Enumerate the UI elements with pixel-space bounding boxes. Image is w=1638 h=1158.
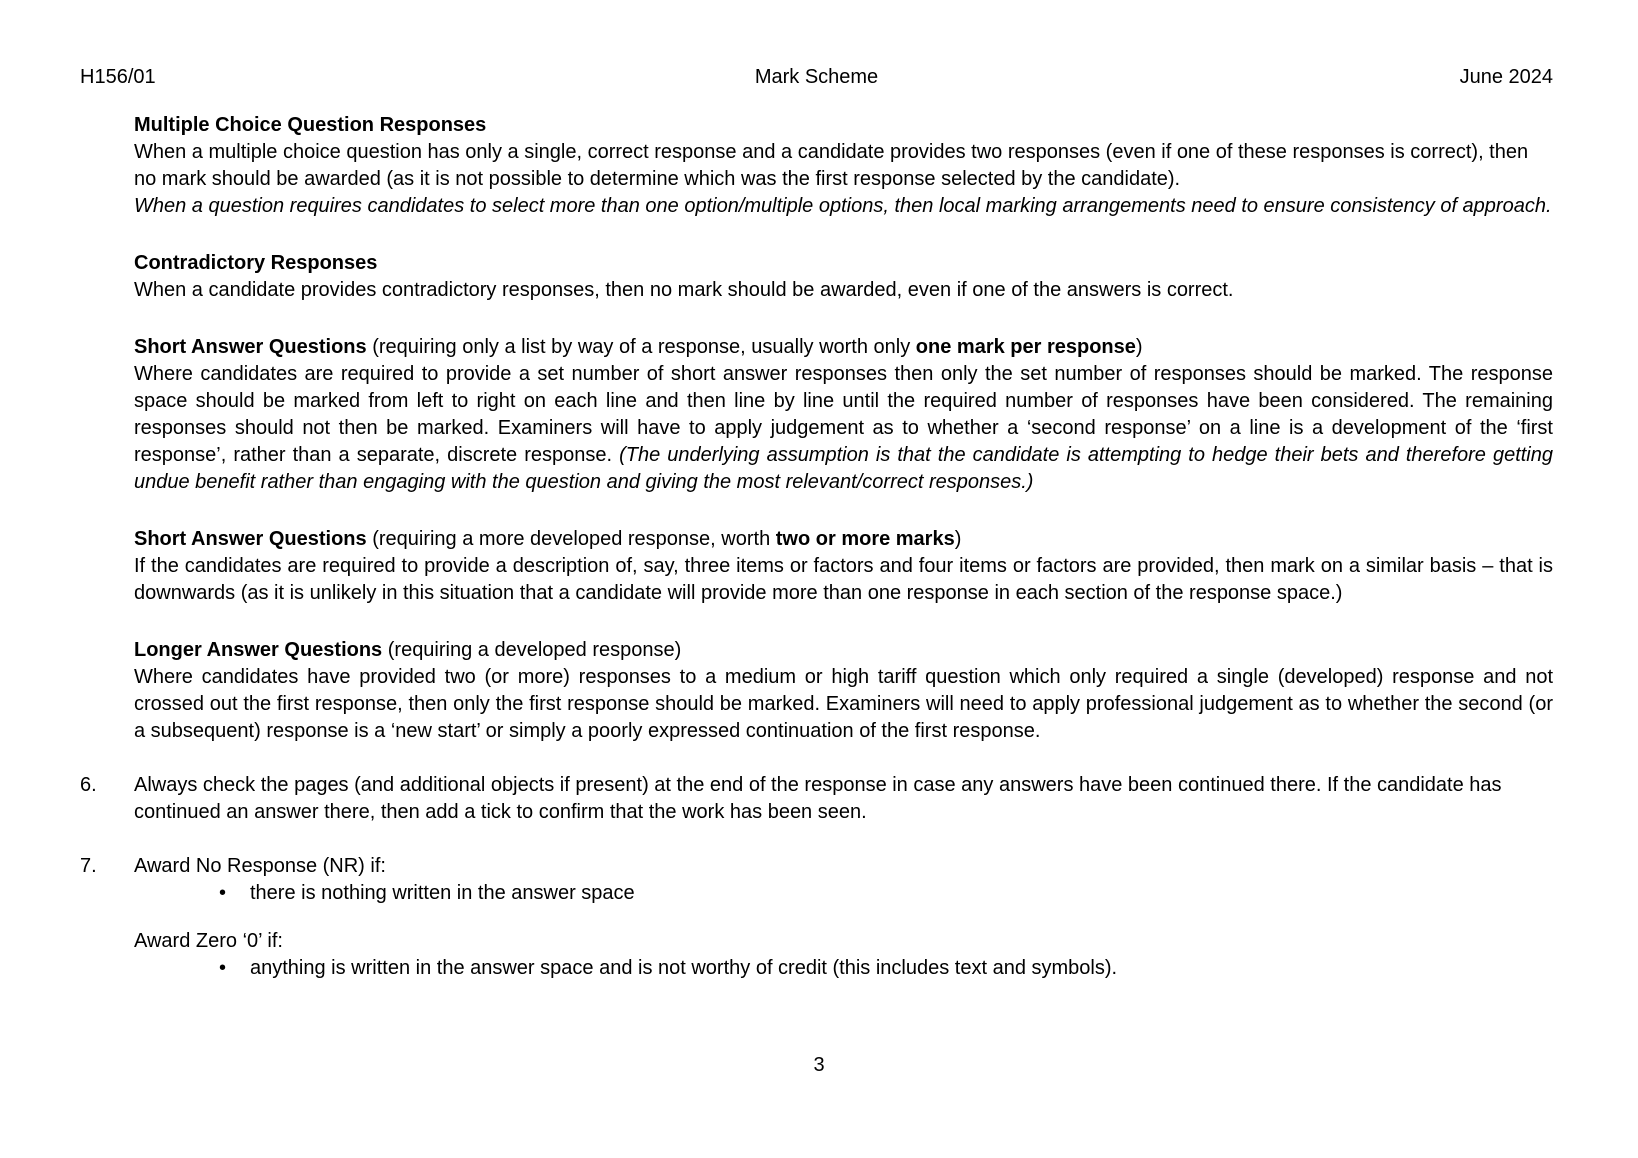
heading-normal-run: ) <box>1135 336 1143 358</box>
section-contradictory <box>134 250 1553 304</box>
bullet-icon: • <box>219 882 227 904</box>
heading-bold-run: one mark per response <box>915 336 1136 358</box>
bullet-item-not-worthy-of-credit <box>219 955 1553 982</box>
heading-bold-run: Short Answer Questions <box>134 528 367 550</box>
paragraph-award-zero: Award Zero ‘0’ if: <box>134 930 283 952</box>
bullet-icon: • <box>219 957 227 979</box>
paragraph-longer-answer: Where candidates have provided two (or more) responses to a medium or high tariff question which only required a single (developed) response and not crossed out the first response, then only the first response should be marked. Examiners will need to apply professional judgement as to whether the second (or a subsequent) response is a ‘new start’ or simply a poorly expressed continuation of the first response. <box>134 666 1553 742</box>
page-number: 3 <box>813 1054 825 1076</box>
document-body <box>80 112 1553 982</box>
paragraph-short-answer-developed: If the candidates are required to provide a description of, say, three items or factors and four items or factors are provided, then mark on a similar basis – that is downwards (as it is unlikely in this situation that a candidate will provide more than one response in each section of the response space.) <box>134 555 1553 604</box>
paragraph-italic-run: (The underlying assumption is that the candidate is attempting to hedge their bets and therefore getting undue benefit rather than engaging with the question and giving the most relevant/correct responses.) <box>134 444 1553 493</box>
section-heading-multiple-choice: Multiple Choice Question Responses <box>134 114 487 136</box>
heading-normal-run: (requiring only a list by way of a response, usually worth only <box>366 336 916 358</box>
paragraph-award-no-response: Award No Response (NR) if: <box>134 855 386 877</box>
heading-bold-run: two or more marks <box>775 528 955 550</box>
heading-bold-run: Longer Answer Questions <box>134 639 383 661</box>
numbered-item-7 <box>80 853 1553 982</box>
item-number: 6. <box>80 774 97 796</box>
section-heading-short-answer-developed <box>134 526 1553 553</box>
item-number: 7. <box>80 855 97 877</box>
section-short-answer-developed <box>134 526 1553 607</box>
paragraph-item-6: Always check the pages (and additional objects if present) at the end of the response in case any answers have been continued there. If the candidate has continued an answer there, then add a tick to confirm that the work has been seen. <box>134 774 1502 823</box>
bullet-item-nothing-written <box>219 880 1553 907</box>
paragraph-normal-run: Where candidates are required to provide a set number of short answer responses then only the set number of responses should be marked. The response space should be marked from left to right on each line and then line by line until the required number of responses have been considered. The remaining responses should not then be marked. Examiners will have to apply judgement as to whether a ‘second response’ on a line is a development of the ‘first response’, rather than a separate, discrete response. <box>134 363 1553 466</box>
section-short-answer-list <box>134 334 1553 496</box>
paragraph-mcq-main: When a multiple choice question has only a single, correct response and a candidate provides two responses (even if one of these responses is correct), then no mark should be awarded (as it is not possible to determine which was the first response selected by the candidate). <box>134 141 1529 190</box>
paper-code: H156/01 <box>80 66 156 88</box>
heading-normal-run: (requiring a more developed response, worth <box>366 528 776 550</box>
document-header <box>80 64 1553 91</box>
session-date: June 2024 <box>1459 66 1553 88</box>
heading-bold-run: Short Answer Questions <box>134 336 367 358</box>
heading-normal-run: ) <box>954 528 962 550</box>
numbered-item-6 <box>80 772 1553 826</box>
paragraph-mcq-italic: When a question requires candidates to select more than one option/multiple options, then local marking arrangements need to ensure consistency of approach. <box>134 195 1552 217</box>
document-title: Mark Scheme <box>754 66 879 88</box>
section-longer-answer <box>134 637 1553 745</box>
section-heading-longer-answer <box>134 637 1553 664</box>
section-heading-short-answer-list <box>134 334 1553 361</box>
bullet-text: there is nothing written in the answer space <box>250 882 635 904</box>
section-multiple-choice <box>134 112 1553 220</box>
heading-normal-run: (requiring a developed response) <box>382 639 682 661</box>
bullet-text: anything is written in the answer space and is not worthy of credit (this includes text and symbols). <box>250 957 1118 979</box>
paragraph-contradictory: When a candidate provides contradictory responses, then no mark should be awarded, even if one of the answers is correct. <box>134 279 1234 301</box>
section-heading-contradictory: Contradictory Responses <box>134 252 378 274</box>
paragraph-short-answer-list <box>134 361 1553 496</box>
